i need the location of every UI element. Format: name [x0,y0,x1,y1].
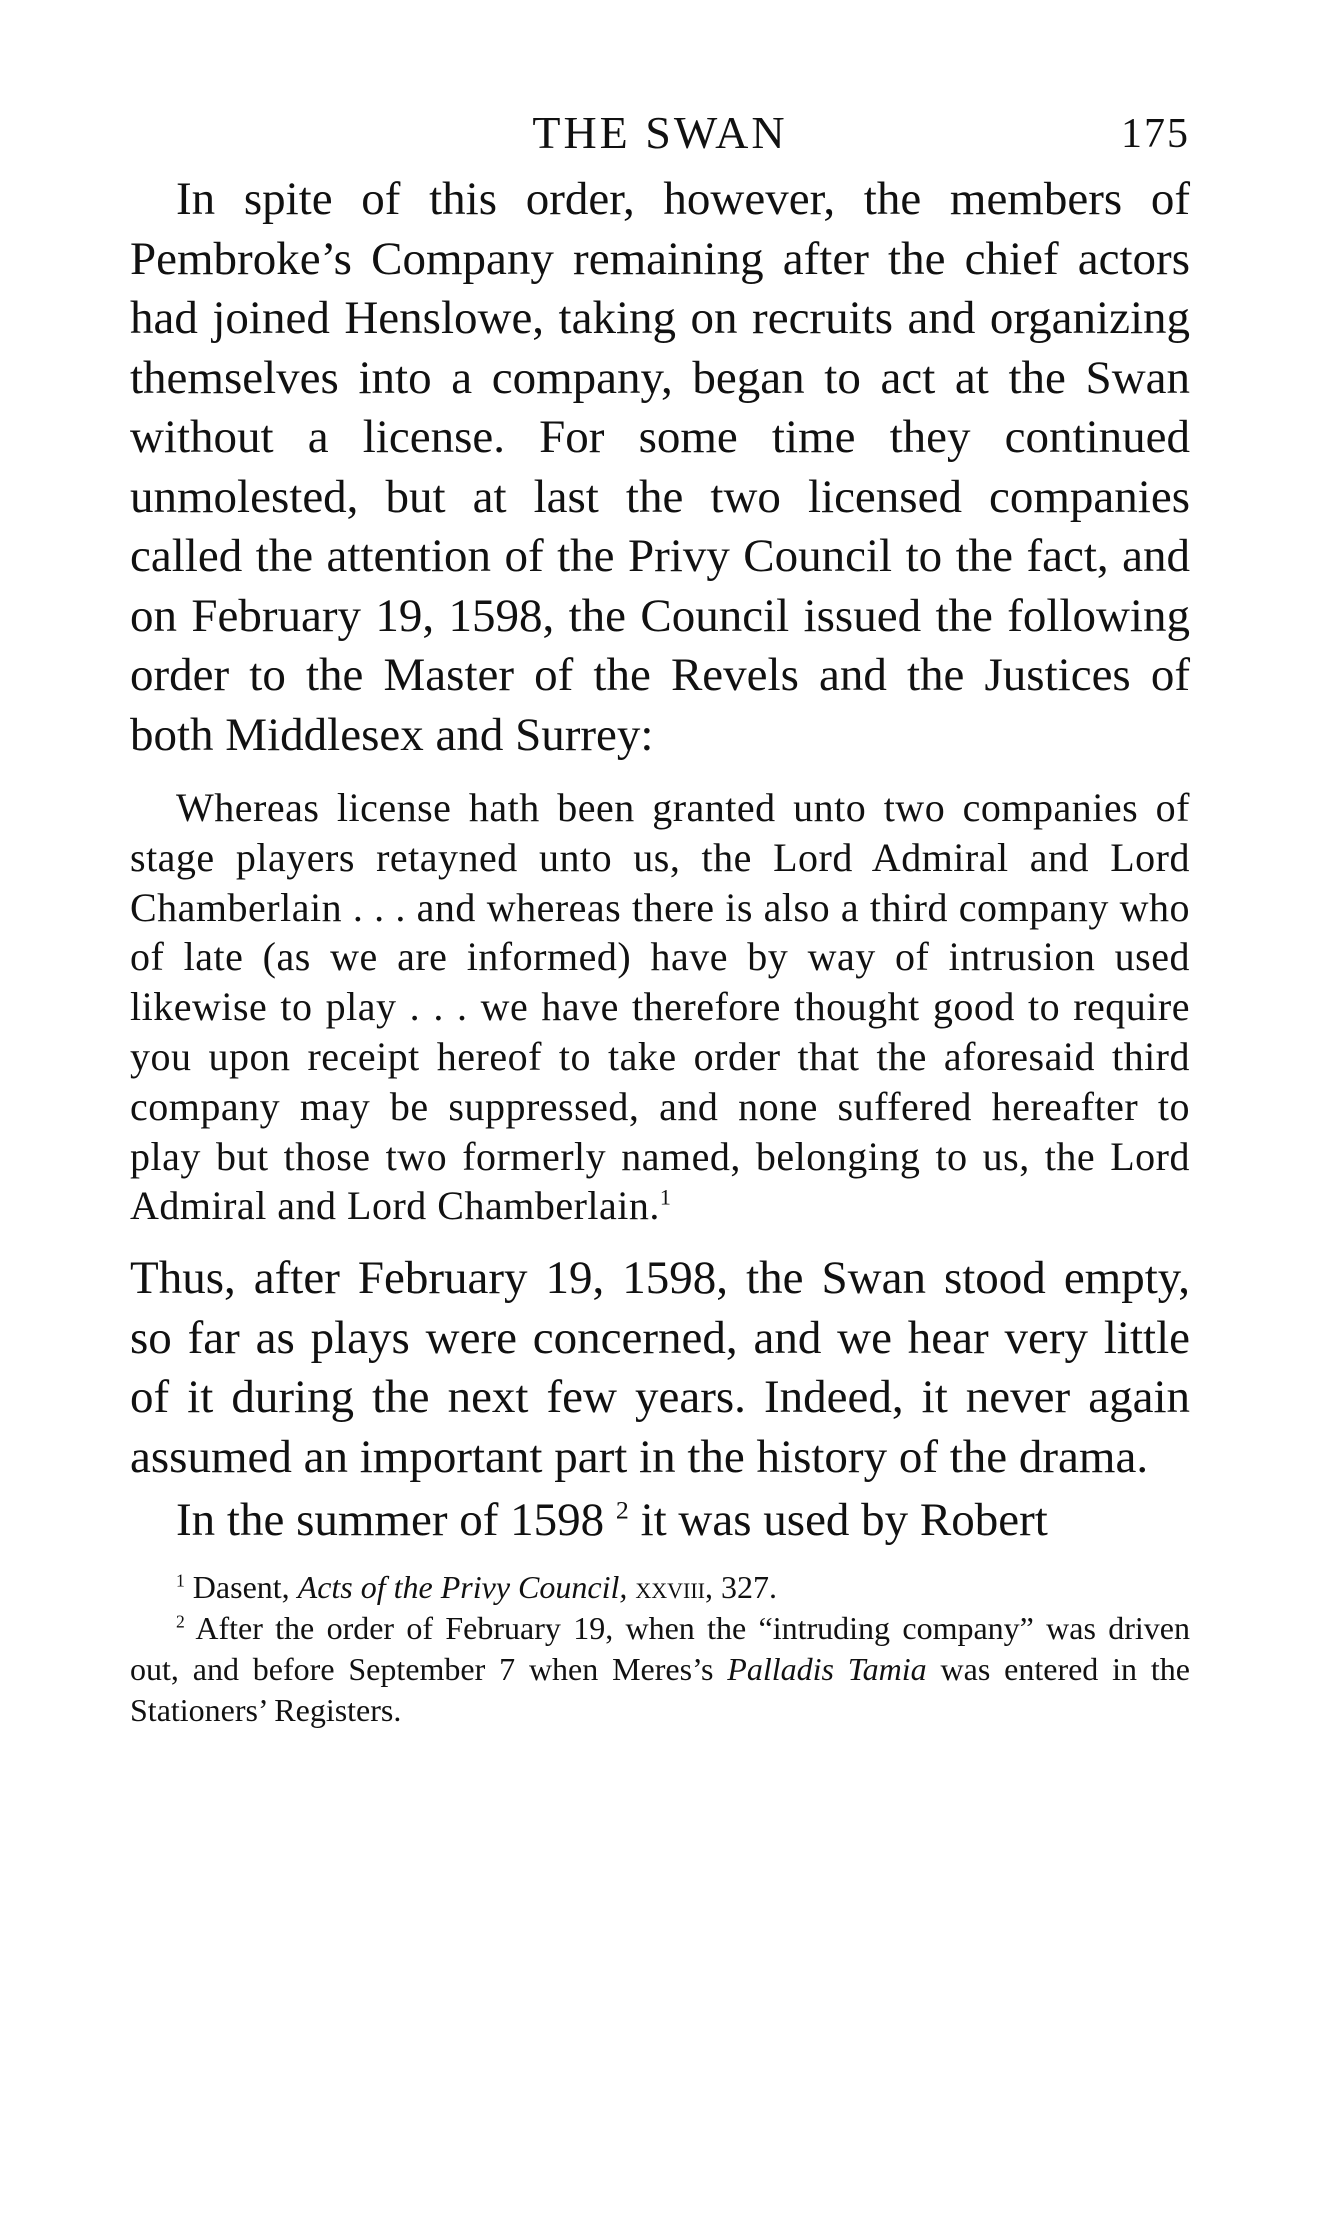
para3-start: In the summer of 1598 [176,1494,605,1547]
footnote-2-end: was entered in the Stationers’ Registers. [130,1650,1191,1728]
footnotes [130,1567,1190,1731]
footnote-2 [130,1608,1190,1731]
footnote-1-mark: 1 [176,1570,185,1591]
footnote-1-author: Dasent, [192,1568,290,1605]
block-quote-privy-council-order [130,783,1190,1231]
footnote-ref-1: 1 [659,1185,672,1211]
paragraph-summer-1598 [130,1491,1190,1551]
running-head: THE SWAN [532,107,788,158]
book-page [130,100,1190,1731]
quote-text: Whereas license hath been granted unto two companies of stage players retayned unto us, the Lord Admiral and Lord Chamberlain . . . and whereas there is also a third company who of late (as we are informed) have by way of intrusion used likewise to play . . . we have therefore thought good to require you upon receipt hereof to take order that the aforesaid third company may be suppressed, and none suffered hereafter to play but those two formerly named, belonging to us, the Lord Admiral and Lord Chamberlain. [130,785,1190,1229]
footnote-2-title: Palladis Tamia [727,1650,927,1687]
paragraph-swan-empty: Thus, after February 19, 1598, the Swan stood empty, so far as plays were concerned, and we hear very little of it during the next few years. Indeed, it never again assumed an important part in the history of the drama. [130,1252,1190,1483]
page-header [130,100,1190,170]
page-number: 175 [1121,111,1190,157]
footnote-1 [130,1567,1190,1608]
footnote-2-text: After the order of February 19, when the “intruding company” was driven out, and before September 7 when Meres’s [130,1609,1191,1687]
para3-end: it was used by Robert [640,1494,1048,1547]
footnote-1-ref: xxviii, 327. [635,1568,778,1605]
paragraph-pembroke-company: In spite of this order, however, the members of Pembroke’s Company remaining after the chief actors had joined Henslowe, taking on recruits and organizing themselves into a company, began to act at the Swan without a license. For some time they continued unmolested, but at last the two licensed companies called the attention of the Privy Council to the fact, and on February 19, 1598, the Council issued the following order to the Master of the Revels and the Justices of both Middlesex and Surrey: [130,173,1190,761]
footnote-ref-2: 2 [615,1495,629,1525]
footnote-2-mark: 2 [176,1611,185,1632]
footnote-1-title: Acts of the Privy Council, [297,1568,628,1605]
